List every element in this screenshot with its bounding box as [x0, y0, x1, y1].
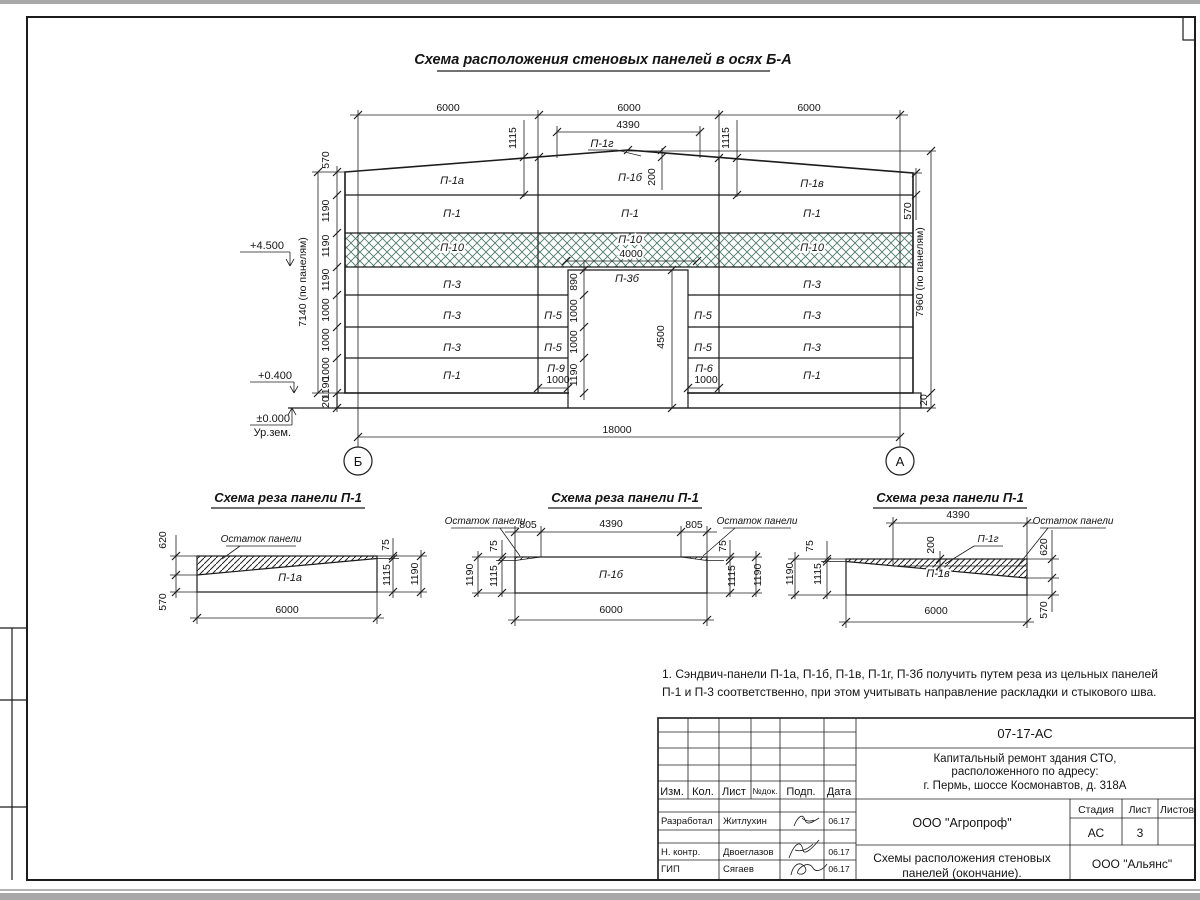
dim-text: 1000	[546, 374, 570, 386]
dim-text: 4390	[599, 518, 623, 530]
dim-text: 1000	[568, 330, 580, 354]
dim-text: 1190	[568, 363, 580, 387]
project-line: Капитальный ремонт здания СТО,	[933, 753, 1117, 765]
dim-text: 805	[519, 519, 537, 531]
signature-scribble	[794, 816, 819, 826]
dim-text: 1115	[720, 127, 732, 149]
dim-text: 6000	[797, 102, 821, 114]
dim-text: 4390	[616, 119, 640, 131]
signature-name: Двоеглазов	[723, 847, 774, 858]
panel-label: П-3б	[615, 273, 639, 285]
dim-text: 1000	[694, 374, 718, 386]
subject-line: Схемы расположения стеновых	[873, 851, 1051, 865]
panel-label: П-1в	[926, 568, 950, 580]
org-name-2: ООО "Альянс"	[1091, 857, 1173, 871]
remainder-label: Остаток панели	[444, 516, 526, 527]
signature-role: Н. контр.	[661, 847, 701, 858]
door-opening	[568, 270, 688, 408]
level-mark-top	[240, 252, 294, 266]
dim-text: 1190	[409, 562, 421, 586]
dim-text: 6000	[617, 102, 641, 114]
dim-text: 1115	[812, 563, 824, 585]
elevation-drawing	[240, 102, 936, 475]
signature-date: 06.17	[828, 816, 850, 826]
dim-text: 1000	[320, 298, 332, 322]
dim-text: 570	[320, 151, 332, 169]
remainder-label: Остаток панели	[1032, 516, 1114, 527]
doc-code: 07-17-АС	[997, 726, 1053, 741]
dim-text: 1190	[752, 563, 764, 587]
level-text: +0.400	[258, 370, 292, 382]
top-scan-edge	[0, 0, 1200, 4]
panel-label: П-1а	[278, 572, 302, 584]
dim-text: 6000	[924, 605, 948, 617]
piece-label: П-1г	[977, 534, 999, 545]
dim-text: 1115	[488, 565, 500, 587]
panel-label: П-3	[803, 310, 821, 322]
signature-name: Житлухин	[723, 816, 767, 827]
panel-label: П-1	[803, 370, 821, 382]
cut-scheme-3	[784, 490, 1114, 628]
dim-text: 1190	[320, 234, 332, 258]
dim-text: 805	[685, 519, 703, 531]
level-marks	[240, 240, 298, 439]
dim-text: 75	[717, 540, 729, 552]
dim-text: 75	[380, 539, 392, 551]
col-header: №док.	[752, 786, 778, 796]
remainder-label: Остаток панели	[716, 516, 798, 527]
project-line: расположенного по адресу:	[951, 766, 1099, 778]
panel-label: П-10	[800, 242, 824, 254]
level-text: +4.500	[250, 240, 284, 252]
left-dim-ticks	[791, 555, 831, 599]
dim-text: 6000	[599, 604, 623, 616]
level-text: Ур.зем.	[253, 427, 291, 439]
dim-text: 890	[568, 273, 580, 291]
sheets-label: Листов	[1159, 804, 1195, 816]
sheet-label: Лист	[1128, 804, 1152, 816]
dim-text: 1000	[320, 357, 332, 381]
panel-label: П-10	[618, 234, 642, 246]
project-line: г. Пермь, шоссе Космонавтов, д. 318А	[923, 780, 1127, 792]
dim-text: 75	[488, 540, 500, 552]
title-block	[658, 718, 1195, 880]
col-header: Кол.	[692, 786, 714, 798]
panel-label: П-5	[544, 342, 562, 354]
dim-text: 20	[320, 396, 332, 408]
dim-text: 570	[157, 593, 169, 611]
panel-label: П-3	[443, 342, 461, 354]
signature-role: Разработал	[661, 816, 713, 827]
dim-text: 1190	[320, 199, 332, 223]
cut-scheme-2	[445, 490, 798, 626]
dim-text: 620	[157, 531, 169, 549]
notes	[662, 667, 1158, 699]
main-title: Схема расположения стеновых панелей в осях Б-А	[414, 52, 792, 68]
dim-text: 6000	[436, 102, 460, 114]
sheet-number: 3	[1136, 826, 1144, 840]
panel-label: П-6	[695, 363, 713, 375]
left-dim-lines	[170, 535, 197, 598]
cut-scheme-1	[157, 490, 427, 624]
dim-text: 4500	[655, 325, 667, 349]
right-dimensions	[902, 147, 936, 412]
main-title-group	[414, 52, 791, 71]
dim-text: 620	[1038, 538, 1050, 556]
panel-label: П-1в	[800, 178, 824, 190]
dim-text: 200	[646, 168, 658, 186]
dim-text: 7140 (по панелям)	[297, 237, 309, 327]
dim-text: 570	[902, 202, 914, 220]
panel-label: П-5	[694, 342, 712, 354]
dim-text: 1190	[320, 268, 332, 292]
axis-label: Б	[353, 454, 363, 469]
panel-label: П-1	[803, 208, 821, 220]
panel-label: П-5	[694, 310, 712, 322]
note-line-1: 1. Сэндвич-панели П-1а, П-1б, П-1в, П-1г, П-3б получить путем реза из цельных панелей	[662, 667, 1158, 681]
dim-text: 4000	[619, 248, 643, 260]
panel-label: П-1	[443, 370, 461, 382]
dim-text: 200	[925, 536, 937, 554]
panel-label: П-9	[547, 363, 565, 375]
panel-label: П-3	[443, 279, 461, 291]
dim-text: 6000	[275, 604, 299, 616]
dim-lines-1115	[524, 120, 737, 197]
dim-text: 1000	[568, 299, 580, 323]
signature-date: 06.17	[828, 847, 850, 857]
bottom-dimension	[344, 424, 914, 475]
dim-text: 1115	[381, 564, 393, 586]
axis-label: А	[895, 454, 905, 469]
dim-text: 20	[918, 394, 930, 406]
stage-value: АС	[1087, 826, 1105, 840]
panel-label: П-3	[803, 279, 821, 291]
panel-label: П-5	[544, 310, 562, 322]
panel-label: П-1	[443, 208, 461, 220]
dim-text: 1190	[784, 562, 796, 586]
col-header: Изм.	[660, 786, 684, 798]
col-header: Подп.	[786, 786, 816, 798]
panel-label: П-1б	[618, 172, 642, 184]
signature-role: ГИП	[661, 864, 680, 875]
level-text: ±0.000	[256, 413, 290, 425]
dim-text: 75	[804, 540, 816, 552]
level-mark-mid	[250, 382, 298, 393]
corner-box	[1183, 17, 1195, 40]
subject-line: панелей (окончание).	[902, 866, 1022, 880]
panel-label-p1g: П-1г	[590, 138, 614, 150]
stage-label: Стадия	[1078, 804, 1114, 816]
dim-text: 1115	[726, 565, 738, 587]
panel-label: П-1	[621, 208, 639, 220]
remainder-label: Остаток панели	[220, 534, 302, 545]
panel-label: П-3	[803, 342, 821, 354]
roof-ticks	[535, 146, 723, 162]
left-dimension-chain	[297, 151, 345, 412]
signature-date: 06.17	[828, 864, 850, 874]
panel-label: П-3	[443, 310, 461, 322]
dim-text: 1190	[464, 563, 476, 587]
scheme-title: Схема реза панели П-1	[551, 490, 699, 505]
dim-text: 1000	[320, 328, 332, 352]
org-name-1: ООО "Агропроф"	[912, 816, 1012, 830]
signature-name: Сягаев	[723, 864, 754, 875]
panel-label: П-1б	[599, 569, 623, 581]
scheme-title: Схема реза панели П-1	[876, 490, 1024, 505]
top-dim-lines	[886, 517, 1034, 559]
dim-text: 4390	[946, 509, 970, 521]
dim-text: 1115	[507, 127, 519, 149]
dim-text: 570	[1038, 601, 1050, 619]
dim-text: 18000	[602, 424, 632, 436]
signature-scribble	[791, 864, 827, 875]
dim-text: 1190	[320, 376, 332, 400]
panel-label: П-1а	[440, 175, 464, 187]
bottom-scan-edge	[0, 893, 1200, 900]
scheme-title: Схема реза панели П-1	[214, 490, 362, 505]
note-line-2: П-1 и П-3 соответственно, при этом учитывать направление раскладки и стыкового шва.	[662, 685, 1157, 699]
panel-label: П-10	[440, 242, 464, 254]
col-header: Дата	[826, 786, 852, 798]
left-margin-boxes	[0, 628, 27, 880]
col-header: Лист	[722, 786, 746, 798]
door-clear	[569, 271, 687, 407]
dim-text: 7960 (по панелям)	[914, 227, 926, 317]
